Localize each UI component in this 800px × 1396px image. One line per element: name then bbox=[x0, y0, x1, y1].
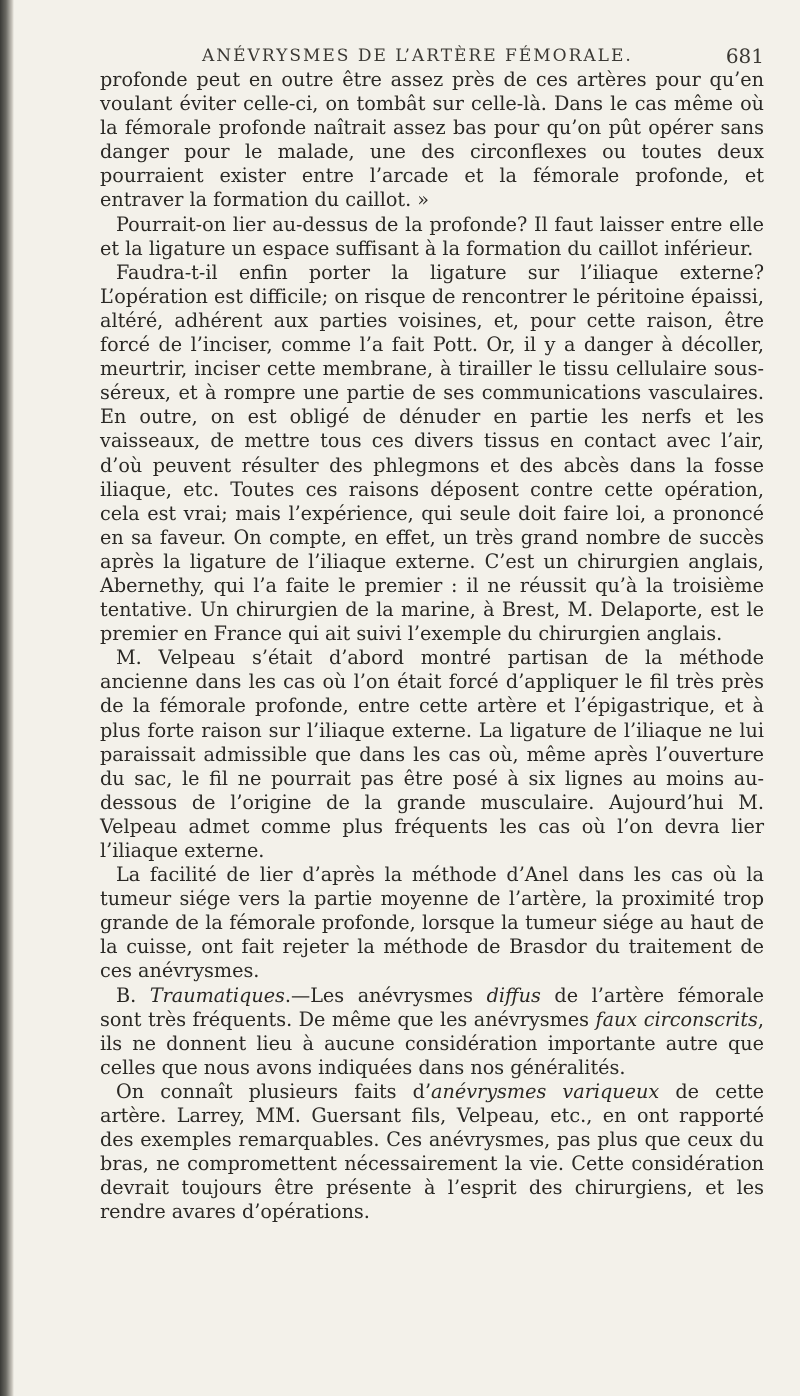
italic-term-diffus: diffus bbox=[486, 983, 541, 1007]
section-marker: B. bbox=[116, 983, 150, 1007]
italic-term-faux-circonscrits: faux circonscrits bbox=[595, 1007, 758, 1031]
page-number: 681 bbox=[725, 44, 764, 68]
page bbox=[100, 30, 764, 1225]
paragraph-7-text-a: On connaît plusieurs faits d’ bbox=[116, 1079, 432, 1103]
paragraph-3: Faudra-t-il enfin porter la ligature sur l’iliaque externe? L’opération est difficile; on risque de rencontrer le péritoine épaissi, altéré, adhérent aux parties voisines, et, pour cette raison, être forcé de l’inciser, comme l’a fait Pott. Or, il y a danger à décoller, meurtrir, inciser cette membrane, à tirailler le tissu cellulaire sous-séreux, et à rompre une partie de ses communications vasculaires. En outre, on est obligé de dénuder en partie les nerfs et les vaisseaux, de mettre tous ces divers tissus en contact avec l’air, d’où peuvent résulter des phlegmons et des abcès dans la fosse iliaque, etc. Toutes ces raisons déposent contre cette opération, cela est vrai; mais l’expérience, qui seule doit faire loi, a prononcé en sa faveur. On compte, en effet, un très grand nombre de succès après la ligature de l’iliaque externe. C’est un chirurgien anglais, Abernethy, qui l’a faite le premier : il ne réussit qu’à la troisième tentative. Un chirurgien de la marine, à Brest, M. Delaporte, est le premier en France qui ait suivi l’exemple du chirurgien anglais. bbox=[100, 260, 764, 646]
paragraph-6-text-a: .—Les anévrysmes bbox=[284, 983, 487, 1007]
paragraph-5: La facilité de lier d’après la méthode d’Anel dans les cas où la tumeur siége vers la partie moyenne de l’artère, la proximité trop grande de la fémorale profonde, lorsque la tumeur siége au haut de la cuisse, ont fait rejeter la méthode de Brasdor du traitement de ces anévrysmes. bbox=[100, 863, 764, 983]
paragraph-7-text-b: de cette artère. Larrey, MM. Guersant fils, Velpeau, etc., en ont rapporté des exemples remarquables. Ces anévrysmes, pas plus que ceux du bras, ne compromettent nécessairement la vie. Cette considération devrait toujours être présente à l’esprit des chirurgiens, et les rendre avares d’opérations. bbox=[100, 1079, 764, 1224]
paragraph-4: M. Velpeau s’était d’abord montré partisan de la méthode ancienne dans les cas où l’on était forcé d’appliquer le fil très près de la fémorale profonde, entre cette artère et l’épigastrique, et à plus forte raison sur l’iliaque externe. La ligature de l’iliaque ne lui paraissait admissible que dans les cas où, même après l’ouverture du sac, le fil ne pourrait pas être posé à six lignes au moins au-dessous de l’origine de la grande musculaire. Aujourd’hui M. Velpeau admet comme plus fréquents les cas où l’on devra lier l’iliaque externe. bbox=[100, 646, 764, 862]
running-title: ANÉVRYSMES DE L’ARTÈRE FÉMORALE. bbox=[202, 46, 633, 66]
paragraph-6 bbox=[100, 984, 764, 1080]
paragraph-6-text-b: de l’artère fémorale sont très fréquents. De même que les anévrysmes bbox=[100, 983, 764, 1031]
body-text bbox=[100, 68, 764, 1225]
paragraph-1: profonde peut en outre être assez près de ces artères pour qu’en voulant éviter celle-ci, on tombât sur celle-là. Dans le cas même où la fémorale profonde naîtrait assez bas pour qu’on pût opérer sans danger pour le malade, une des circonflexes ou toutes deux pourraient exister entre l’arcade et la fémorale profonde, et entraver la formation du caillot. » bbox=[100, 68, 764, 212]
paragraph-6-text-c: , ils ne donnent lieu à aucune considération importante autre que celles que nous avons indiquées dans nos généralités. bbox=[100, 1007, 764, 1079]
binding-edge bbox=[0, 0, 14, 1396]
paragraph-2: Pourrait-on lier au-dessus de la profonde? Il faut laisser entre elle et la ligature un espace suffisant à la formation du caillot inférieur. bbox=[100, 212, 764, 260]
paragraph-7 bbox=[100, 1080, 764, 1225]
italic-term-traumatiques: Traumatiques bbox=[149, 983, 285, 1007]
running-header bbox=[100, 30, 764, 68]
italic-term-anevrysmes-variqueux: anévrysmes variqueux bbox=[431, 1079, 660, 1103]
